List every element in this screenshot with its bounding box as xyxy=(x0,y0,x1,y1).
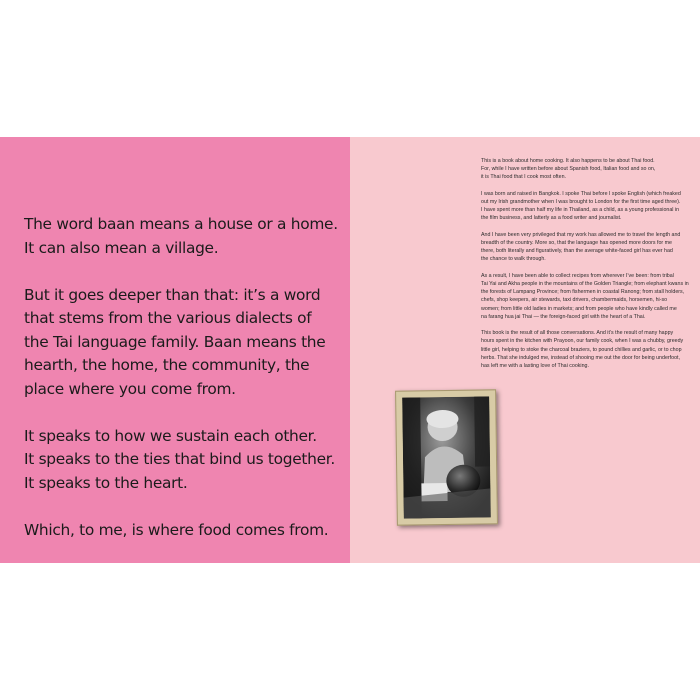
left-page xyxy=(0,137,350,563)
left-page-line: But it goes deeper than that: it’s a word xyxy=(24,285,321,304)
right-page-line: has left me with a lasting love of Thai cooking. xyxy=(481,363,589,370)
left-page-paragraph xyxy=(24,425,346,496)
right-page-line: This book is the result of all those conversations. And it’s the result of many happy xyxy=(481,330,674,337)
book-spread xyxy=(0,137,700,563)
introduction-text xyxy=(481,157,693,378)
child-photo-image xyxy=(402,396,491,518)
right-page-line: there, both literally and figuratively, than the average white-faced girl has ever had xyxy=(481,248,673,255)
right-page-line: out my Irish grandmother when I was brought to London for the first time aged three). xyxy=(481,199,681,205)
left-page-line: The word baan means a house or a home. xyxy=(24,215,338,233)
baan-definition-text xyxy=(24,213,346,566)
left-page-line: the Tai language family. Baan means the xyxy=(24,332,326,351)
right-page-line: the forests of Lampang Province; from fishermen in coastal Ranong; from stall holders, xyxy=(481,289,685,296)
left-page-paragraph xyxy=(24,284,346,402)
right-page-paragraph xyxy=(481,329,693,370)
right-page-line: herbs. That she indulged me, instead of shooing me out the door for being underfoot, xyxy=(481,354,680,361)
vintage-child-photo xyxy=(395,389,498,525)
left-page-paragraph xyxy=(24,213,346,260)
right-page-line: na farang hua jai Thai — the foreign-faced girl with the heart of a Thai. xyxy=(481,313,646,320)
right-page-paragraph xyxy=(481,231,693,264)
right-page-line: the film business, and latterly as a food writer and journalist. xyxy=(481,215,622,222)
right-page-line: I have spent more than half my life in Thailand, as a child, as a young professional in xyxy=(481,207,680,214)
right-page-line: And I have been very privileged that my work has allowed me to travel the length and xyxy=(481,231,681,238)
left-page-line: It speaks to how we sustain each other. xyxy=(24,426,317,445)
left-page-line: It speaks to the ties that bind us together. xyxy=(24,450,335,468)
right-page-line: This is a book about home cooking. It also happens to be about Thai food. xyxy=(481,158,655,164)
right-page-line: chefs, shop keepers, air stewards, taxi drivers, chambermaids, horsemen, hi-so xyxy=(481,297,668,304)
left-page-paragraph xyxy=(24,519,346,543)
left-page-line: hearth, the home, the community, the xyxy=(24,356,310,374)
right-page-line: hours spent in the kitchen with Prayoon, our family cook, when I was a chubby, greedy xyxy=(481,338,684,345)
right-page xyxy=(350,137,700,563)
left-page-line: It can also mean a village. xyxy=(24,238,219,257)
left-page-line: Which, to me, is where food comes from. xyxy=(24,520,329,539)
left-page-line: that stems from the various dialects of xyxy=(24,309,312,327)
right-page-line: Tai Yai and Akha people in the mountains of the Golden Triangle; from elephant kwans in xyxy=(481,281,689,287)
right-page-line: breadth of the country. More so, that the language has opened more doors for me xyxy=(481,240,673,246)
right-page-paragraph xyxy=(481,190,693,223)
right-page-line: As a result, I have been able to collect recipes from wherever I’ve been: from tribal xyxy=(481,272,674,279)
right-page-line: women; from little old ladies in markets; and from people who have kindly called me xyxy=(481,305,677,312)
right-page-paragraph xyxy=(481,157,693,182)
right-page-line: I was born and raised in Bangkok. I spoke Thai before I spoke English (which freaked xyxy=(481,190,681,197)
right-page-line: the chance to walk through. xyxy=(481,256,546,263)
right-page-line: For, while I have written before about Spanish food, Italian food and so on, xyxy=(481,166,656,173)
right-page-line: little girl, helping to stoke the charcoal braziers, to pound chillies and garlic, or to chop xyxy=(481,346,682,353)
left-page-line: It speaks to the heart. xyxy=(24,473,188,492)
right-page-paragraph xyxy=(481,272,693,321)
right-page-line: it is Thai food that I cook most often. xyxy=(481,174,566,181)
left-page-line: place where you come from. xyxy=(24,379,236,398)
